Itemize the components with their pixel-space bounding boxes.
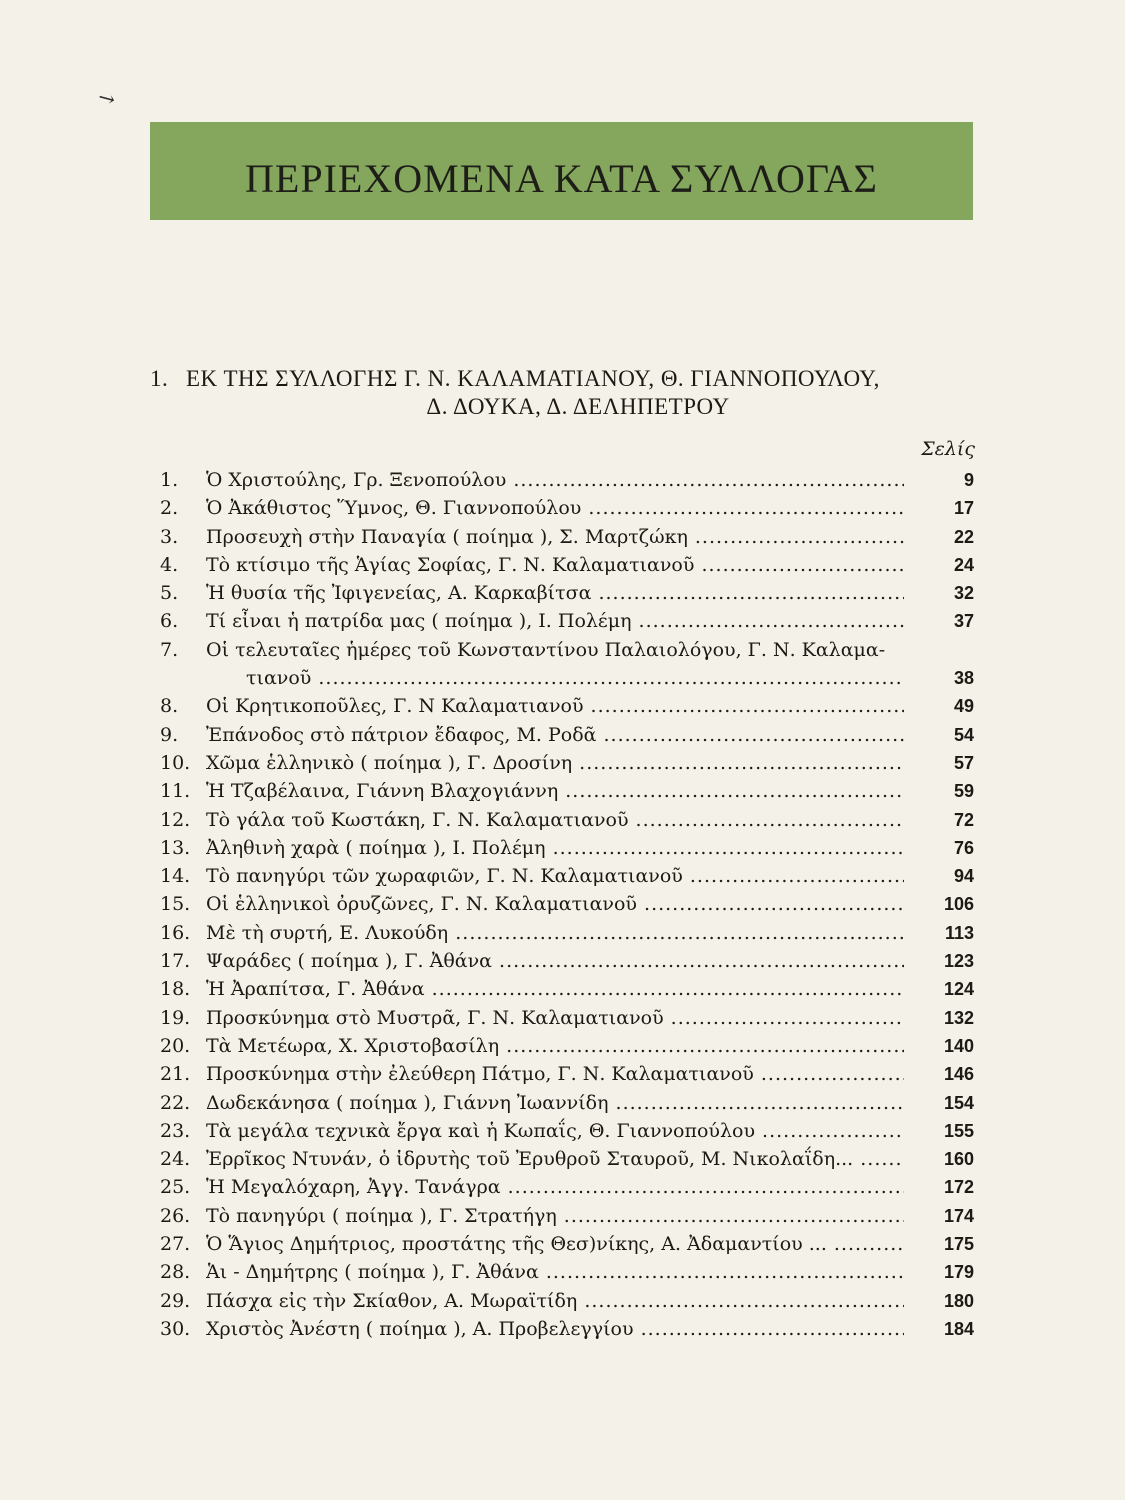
- toc-entry: [150, 551, 980, 579]
- toc-entry-page: 37: [953, 611, 974, 632]
- toc-entry-title: Οἱ ἑλληνικοὶ ὀρυζῶνες, Γ. Ν. Καλαματιανοῦ .....: [206, 890, 904, 918]
- toc-entry-title: Προσευχὴ στὴν Παναγία ( ποίημα ), Σ. Μαρτζώκη .....: [206, 523, 904, 551]
- section-heading-line1: ΕΚ ΤΗΣ ΣΥΛΛΟΓΗΣ Γ. Ν. ΚΑΛΑΜΑΤΙΑΝΟΥ, Θ. ΓΙΑΝΝΟΠΟΥΛΟΥ,: [186, 366, 880, 391]
- toc-entry-page: 180: [943, 1290, 974, 1311]
- toc-entry-number: 6.: [160, 610, 179, 633]
- toc-entry-page: 59: [953, 781, 974, 802]
- toc-entry-number: 30.: [160, 1317, 191, 1340]
- toc-entry-title: Ὁ Χριστούλης, Γρ. Ξενοπούλου .....: [206, 466, 904, 494]
- toc-entry-number: 16.: [160, 921, 191, 944]
- toc-entry-page: 160: [943, 1149, 974, 1170]
- toc-entry: [150, 862, 980, 890]
- toc-entry-number: 5.: [160, 582, 179, 605]
- toc-entry-page: 54: [953, 724, 974, 745]
- toc-entry-number: 1.: [160, 469, 179, 491]
- toc-entry-number: 26.: [160, 1204, 191, 1227]
- toc-entry-number: 13.: [160, 836, 191, 859]
- toc-entry: [150, 692, 980, 720]
- toc-entry-number: 12.: [160, 808, 191, 831]
- page-column-label: Σελίς: [921, 438, 975, 460]
- toc-entry-title: Οἱ Κρητικοποῦλες, Γ. Ν Καλαματιανοῦ .....: [206, 692, 904, 720]
- toc-entry-title: Τί εἶναι ἡ πατρίδα μας ( ποίημα ), Ι. Πολέμη .....: [206, 607, 904, 635]
- toc-entry-title: Τὰ μεγάλα τεχνικὰ ἔργα καὶ ἡ Κωπαΐς, Θ. Γιαννοπούλου .....: [206, 1117, 904, 1145]
- toc-entry: [150, 1230, 980, 1258]
- toc-entry-page: 113: [944, 922, 974, 943]
- toc-entry-page: 154: [943, 1092, 974, 1113]
- toc-entry-page: 174: [943, 1205, 974, 1226]
- page-title: ΠΕΡΙΕΧΟΜΕΝΑ ΚΑΤΑ ΣΥΛΛΟΓΑΣ: [245, 155, 878, 201]
- toc-entry-page: 124: [943, 979, 974, 1000]
- toc-entry-page: 132: [943, 1007, 974, 1028]
- toc-entry-number: 21.: [160, 1063, 191, 1086]
- toc-entry-title: Τὸ γάλα τοῦ Κωστάκη, Γ. Ν. Καλαματιανοῦ .....: [206, 806, 904, 834]
- toc-entry-title: Ἡ θυσία τῆς Ἰφιγενείας, Α. Καρκαβίτσα .....: [206, 579, 904, 607]
- toc-entry: [150, 834, 980, 862]
- toc-entry-title: Ἡ Τζαβέλαινα, Γιάννη Βλαχογιάννη .....: [206, 777, 904, 805]
- toc-entry-page: 175: [943, 1234, 974, 1255]
- toc-entry-page: 155: [943, 1120, 974, 1141]
- toc-entry: [150, 721, 980, 749]
- toc-entry: [150, 947, 980, 975]
- toc-entry: [150, 466, 980, 494]
- toc-entry-page: 49: [953, 696, 974, 717]
- toc-entry-number: 24.: [160, 1148, 191, 1171]
- toc-entry: [150, 664, 980, 692]
- toc-entry-page: 94: [953, 866, 974, 887]
- toc-entry: [150, 1004, 980, 1032]
- toc-entry-number: 4.: [160, 553, 179, 576]
- toc-entry-page: 172: [943, 1177, 974, 1198]
- toc-entry-title: Ἀληθινὴ χαρὰ ( ποίημα ), Ι. Πολέμη .....: [206, 834, 904, 862]
- toc-entry-number: 20.: [160, 1034, 191, 1057]
- toc-entry: [150, 777, 980, 805]
- toc-entry-number: 22.: [160, 1091, 191, 1114]
- toc-entry-title: Ἐπάνοδος στὸ πάτριον ἔδαφος, Μ. Ροδᾶ .....: [206, 721, 904, 749]
- toc-entry: [150, 579, 980, 607]
- toc-entry-title: Ὁ Ἀκάθιστος Ὕμνος, Θ. Γιαννοπούλου .....: [206, 494, 904, 522]
- toc-entry-page: 38: [953, 668, 974, 689]
- toc-entry-number: 7.: [160, 638, 179, 661]
- toc-entry: [150, 636, 980, 664]
- toc-entry-title: Τὸ κτίσιμο τῆς Ἁγίας Σοφίας, Γ. Ν. Καλαματιανοῦ .....: [206, 551, 904, 579]
- toc-entry-page: 140: [943, 1035, 974, 1056]
- toc-entry-page: 57: [953, 752, 974, 773]
- toc-entry: [150, 806, 980, 834]
- toc-entry-page: 17: [953, 498, 974, 519]
- toc-entry-title: Τὸ πανηγύρι ( ποίημα ), Γ. Στρατήγη .....: [206, 1202, 904, 1230]
- toc-entry-number: 15.: [160, 893, 191, 916]
- toc-entry: [150, 1173, 980, 1201]
- toc-entry-title: τιανοῦ .....: [246, 664, 904, 692]
- toc-entry-title: Ψαράδες ( ποίημα ), Γ. Ἀθάνα .....: [206, 947, 904, 975]
- toc-entry-page: 76: [953, 837, 974, 858]
- toc-entry-page: 32: [953, 583, 974, 604]
- toc-entry: [150, 1032, 980, 1060]
- toc-entry: [150, 919, 980, 947]
- toc-entry-number: 2.: [160, 497, 179, 520]
- toc-entry: [150, 607, 980, 635]
- toc-entry: [150, 749, 980, 777]
- toc-entry-number: 3.: [160, 525, 179, 548]
- toc-entry-title: Ὁ Ἅγιος Δημήτριος, προστάτης τῆς Θεσ)νίκης, Α. Ἀδαμαντίου ... .....: [206, 1230, 904, 1258]
- toc-entry-number: 23.: [160, 1119, 191, 1142]
- toc-entry-number: 29.: [160, 1289, 191, 1312]
- toc-entry: [150, 1315, 980, 1343]
- toc-entry-title: Προσκύνημα στὸ Μυστρᾶ, Γ. Ν. Καλαματιανοῦ .....: [206, 1004, 904, 1032]
- corner-mark: ↘: [93, 83, 120, 113]
- toc-entry-number: 10.: [160, 751, 191, 774]
- toc-entry-title: Ἁι - Δημήτρης ( ποίημα ), Γ. Ἀθάνα .....: [206, 1258, 904, 1286]
- toc-entry-page: 22: [953, 526, 974, 547]
- toc-entry-number: 11.: [160, 780, 191, 803]
- section-number: 1.: [150, 366, 169, 391]
- toc-entry-page: 146: [943, 1064, 974, 1085]
- toc-entry: [150, 1089, 980, 1117]
- toc-entry: [150, 1287, 980, 1315]
- title-banner: [150, 122, 973, 220]
- toc-entry: [150, 1060, 980, 1088]
- toc-entry-number: 25.: [160, 1176, 191, 1199]
- toc-entry-page: 9: [963, 470, 974, 490]
- toc-entry-number: 28.: [160, 1261, 191, 1284]
- toc-entry-page: 184: [943, 1318, 974, 1339]
- toc-entry: [150, 1202, 980, 1230]
- toc-entry: [150, 890, 980, 918]
- toc-entry-number: 27.: [160, 1233, 191, 1256]
- section-heading: [150, 366, 980, 420]
- toc-entry-number: 17.: [160, 950, 191, 973]
- toc-entry-title: Μὲ τὴ συρτή, Ε. Λυκούδη .....: [206, 919, 904, 947]
- toc-entry-title: Προσκύνημα στὴν ἐλεύθερη Πάτμο, Γ. Ν. Καλαματιανοῦ .....: [206, 1060, 904, 1088]
- toc-entry-number: 14.: [160, 865, 191, 888]
- toc-entry: [150, 975, 980, 1003]
- toc-entry: [150, 523, 980, 551]
- toc-entry-title: Χῶμα ἑλληνικὸ ( ποίημα ), Γ. Δροσίνη .....: [206, 749, 904, 777]
- toc-entry: [150, 1117, 980, 1145]
- toc-entry-title: Χριστὸς Ἀνέστη ( ποίημα ), Α. Προβελεγγίου .....: [206, 1315, 904, 1343]
- toc-entry: [150, 1258, 980, 1286]
- toc-entry-title: Ἡ Ἀραπίτσα, Γ. Ἀθάνα .....: [206, 975, 904, 1003]
- toc-entry: [150, 1145, 980, 1173]
- toc-entry-title: Τὸ πανηγύρι τῶν χωραφιῶν, Γ. Ν. Καλαματιανοῦ .....: [206, 862, 904, 890]
- toc-entry-page: 72: [953, 809, 974, 830]
- toc-entry-page: 24: [953, 554, 974, 575]
- toc-entry-title: Οἱ τελευταῖες ἡμέρες τοῦ Κωνσταντίνου Παλαιολόγου, Γ. Ν. Καλαμα-: [206, 638, 886, 661]
- toc-entry-number: 8.: [160, 695, 179, 718]
- toc-entry-number: 9.: [160, 723, 179, 746]
- toc-entry-number: 19.: [160, 1006, 191, 1029]
- toc-entry: [150, 494, 980, 522]
- toc-entry-page: 179: [943, 1262, 974, 1283]
- toc-entry-title: Ἡ Μεγαλόχαρη, Ἀγγ. Τανάγρα .....: [206, 1173, 904, 1201]
- section-heading-line2: Δ. ΔΟΥΚΑ, Δ. ΔΕΛΗΠΕΤΡΟΥ: [426, 394, 730, 419]
- toc-entry-title: Ἐρρῖκος Ντυνάν, ὁ ἱδρυτὴς τοῦ Ἐρυθροῦ Σταυροῦ, Μ. Νικολαΐδη... .....: [206, 1145, 904, 1173]
- toc-entry-title: Τὰ Μετέωρα, Χ. Χριστοβασίλη .....: [206, 1032, 904, 1060]
- table-of-contents: [150, 466, 980, 1343]
- toc-entry-page: 106: [943, 894, 974, 915]
- toc-entry-number: 18.: [160, 978, 191, 1001]
- toc-entry-page: 123: [943, 951, 974, 972]
- toc-entry-title: Πάσχα εἰς τὴν Σκίαθον, Α. Μωραϊτίδη .....: [206, 1287, 904, 1315]
- toc-entry-title: Δωδεκάνησα ( ποίημα ), Γιάννη Ἰωαννίδη .....: [206, 1089, 904, 1117]
